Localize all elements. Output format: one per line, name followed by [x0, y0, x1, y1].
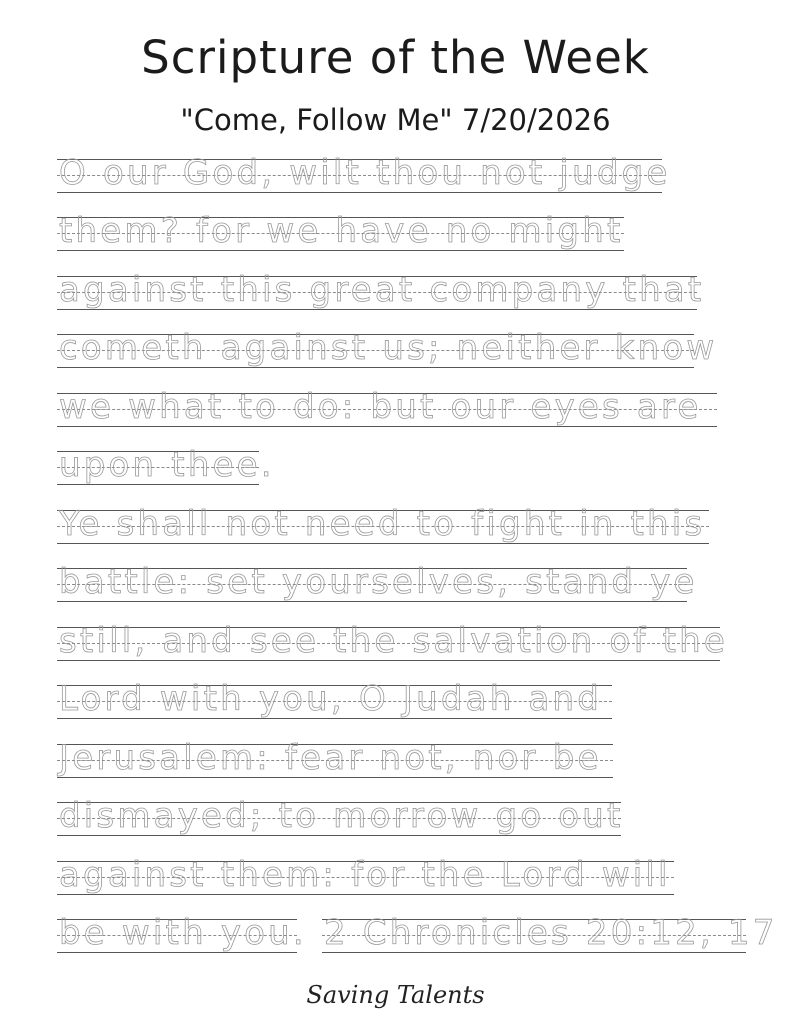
tracing-text: O our God, wilt thou not judge: [59, 153, 671, 193]
tracing-line: [57, 796, 624, 836]
tracing-line: [57, 562, 698, 602]
brand-name: Saving Talents: [306, 981, 485, 1009]
tracing-line: [57, 328, 718, 368]
page-subtitle: "Come, Follow Me" 7/20/2026: [180, 103, 611, 137]
tracing-text: dismayed; to morrow go out: [59, 796, 624, 836]
tracing-text: 2 Chronicles 20:12, 17: [324, 913, 778, 953]
tracing-text: be with you.: [59, 913, 307, 953]
scripture-reference: [322, 913, 778, 953]
tracing-line: [57, 504, 709, 544]
tracing-text: battle: set yourselves, stand ye: [59, 562, 698, 602]
tracing-line: [57, 270, 705, 310]
tracing-line: [57, 679, 612, 719]
tracing-line: [57, 738, 613, 778]
tracing-text: them? for we have no might: [59, 211, 624, 251]
tracing-line: [57, 855, 674, 895]
tracing-line: [57, 621, 728, 661]
tracing-text: against them: for the Lord will: [59, 855, 671, 895]
page-title: Scripture of the Week: [141, 31, 650, 84]
tracing-text: still, and see the salvation of the: [59, 621, 728, 661]
tracing-text: we what to do: but our eyes are: [59, 387, 702, 427]
tracing-line: [57, 445, 275, 485]
tracing-line: [57, 211, 624, 251]
tracing-text: Jerusalem: fear not, nor be: [59, 738, 602, 778]
tracing-text: against this great company that: [59, 270, 705, 310]
tracing-line: [57, 153, 671, 193]
tracing-text: upon thee.: [59, 445, 275, 485]
tracing-text: cometh against us; neither know: [59, 328, 718, 368]
tracing-text: Ye shall not need to fight in this: [59, 504, 706, 544]
tracing-line: [57, 913, 307, 953]
tracing-text: Lord with you, O Judah and: [59, 679, 603, 719]
tracing-line: [57, 387, 717, 427]
